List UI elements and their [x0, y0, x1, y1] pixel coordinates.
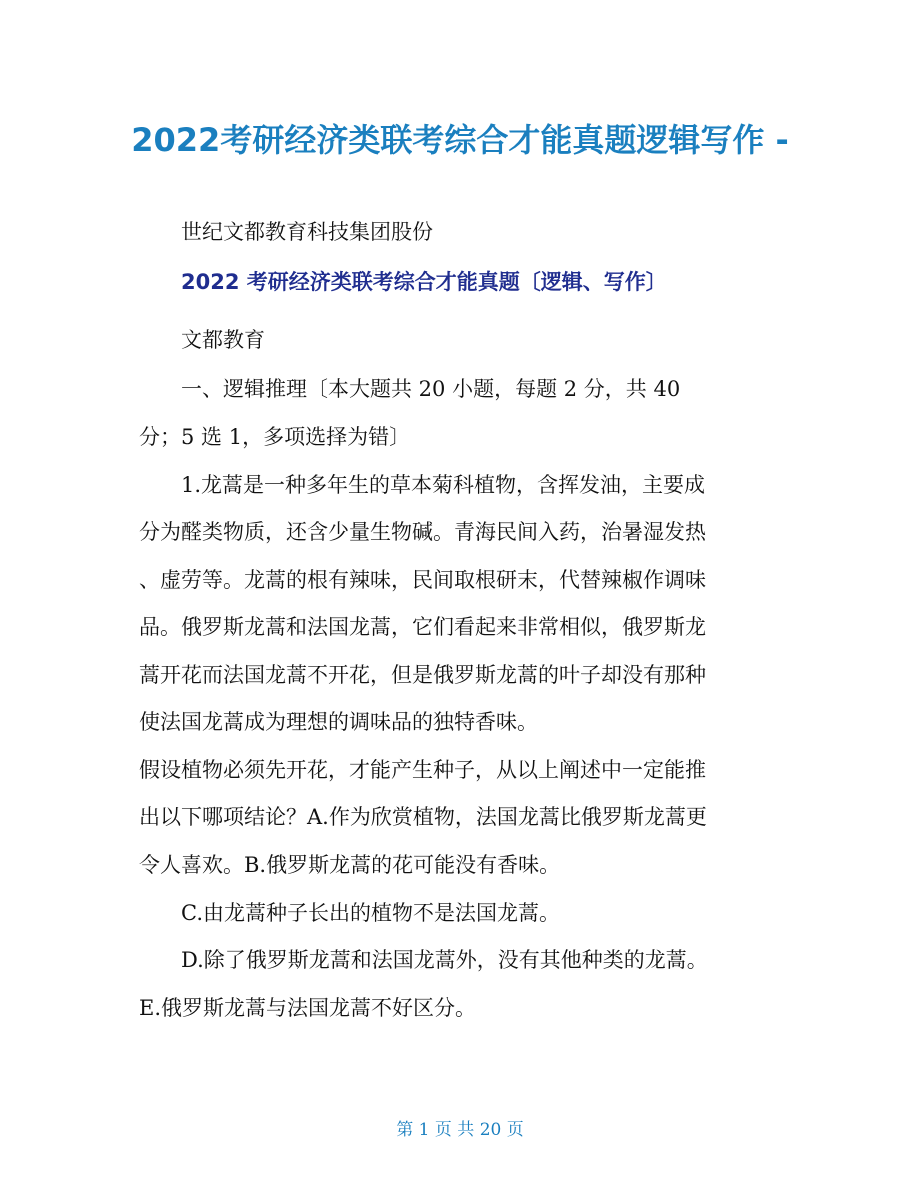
- question-line: 1.龙蒿是一种多年生的草本菊科植物，含挥发油，主要成: [181, 473, 706, 497]
- option-e: E.俄罗斯龙蒿与法国龙蒿不好区分。: [139, 996, 477, 1020]
- question-line: 蒿开花而法国龙蒿不开花，但是俄罗斯龙蒿的叶子却没有那种: [139, 663, 706, 687]
- question-line: 出以下哪项结论？A.作为欣赏植物，法国龙蒿比俄罗斯龙蒿更: [139, 805, 707, 829]
- document-title: 2022考研经济类联考综合才能真题逻辑写作 -: [131, 121, 789, 159]
- question-line: 令人喜欢。B.俄罗斯龙蒿的花可能没有香味。: [139, 853, 561, 877]
- question-line: 假设植物必须先开花，才能产生种子，从以上阐述中一定能推: [139, 758, 706, 782]
- page-footer: 第 1 页 共 20 页: [396, 1120, 524, 1140]
- document-subtitle: 2022 考研经济类联考综合才能真题〔逻辑、写作〕: [181, 270, 667, 294]
- section-heading-line-2: 分；5 选 1，多项选择为错〕: [139, 425, 411, 449]
- question-line: 品。俄罗斯龙蒿和法国龙蒿，它们看起来非常相似，俄罗斯龙: [139, 615, 706, 639]
- question-line: 分为醛类物质，还含少量生物碱。青海民间入药，治暑湿发热: [139, 520, 706, 544]
- section-heading-line-1: 一、逻辑推理〔本大题共 20 小题，每题 2 分，共 40: [181, 377, 681, 401]
- option-c: C.由龙蒿种子长出的植物不是法国龙蒿。: [181, 901, 560, 925]
- question-line: 、虚劳等。龙蒿的根有辣味，民间取根研末，代替辣椒作调味: [139, 568, 706, 592]
- author-line: 文都教育: [181, 328, 265, 352]
- question-line: 使法国龙蒿成为理想的调味品的独特香味。: [139, 710, 538, 734]
- option-d: D.除了俄罗斯龙蒿和法国龙蒿外，没有其他种类的龙蒿。: [181, 948, 708, 972]
- organization-name: 世纪文都教育科技集团股份: [181, 220, 433, 244]
